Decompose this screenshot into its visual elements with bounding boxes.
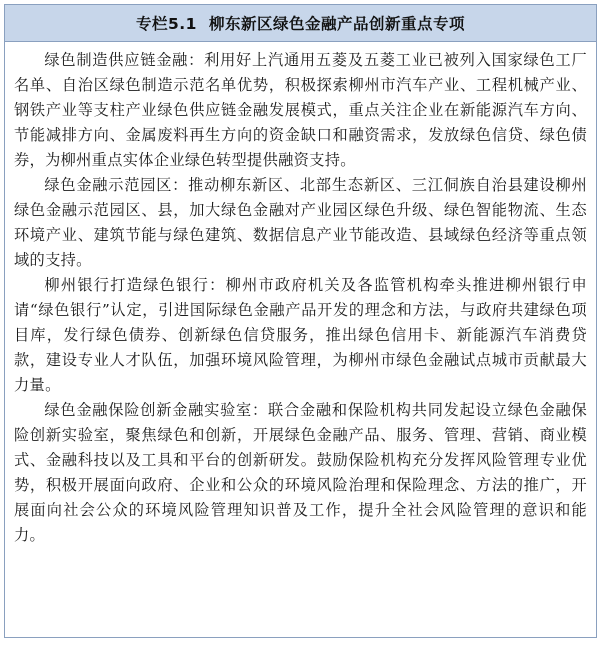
box-body xyxy=(5,42,596,548)
paragraph-insurance-lab: 绿色金融保险创新金融实验室：联合金融和保险机构共同发起设立绿色金融保险创新实验室，聚焦绿色和创新，开展绿色金融产品、服务、管理、营销、商业模式、金融科技以及工具和平台的创新研发。鼓励保险机构充分发挥风险管理专业优势，积极开展面向政府、企业和公众的环境风险治理和保险理念、方法的推广，开展面向社会公众的环境风险管理知识普及工作，提升全社会风险管理的意识和能力。 xyxy=(14,401,587,544)
box-header xyxy=(5,5,596,42)
paragraph-green-bank: 柳州银行打造绿色银行：柳州市政府机关及各监管机构牵头推进柳州银行申请“绿色银行”认定，引进国际绿色金融产品开发的理念和方法，与政府共建绿色项目库，发行绿色债券、创新绿色信贷服务，推出绿色信用卡、新能源汽车消费贷款，建设专业人才队伍，加强环境风险管理，为柳州市绿色金融试点城市贡献最大力量。 xyxy=(14,276,587,394)
box-number: 专栏5.1 xyxy=(136,15,197,33)
paragraph-demo-park: 绿色金融示范园区：推动柳东新区、北部生态新区、三江侗族自治县建设柳州绿色金融示范园区、县，加大绿色金融对产业园区绿色升级、绿色智能物流、生态环境产业、建筑节能与绿色建筑、数据信息产业节能改造、县域绿色经济等重点领域的支持。 xyxy=(14,176,587,269)
feature-box xyxy=(4,4,597,638)
box-title: 柳东新区绿色金融产品创新重点专项 xyxy=(208,15,465,33)
paragraph-green-supply-chain: 绿色制造供应链金融：利用好上汽通用五菱及五菱工业已被列入国家绿色工厂名单、自治区绿色制造示范名单优势，积极探索柳州市汽车产业、工程机械产业、钢铁产业等支柱产业绿色供应链金融发展模式，重点关注企业在新能源汽车方向、节能减排方向、金属废料再生方向的资金缺口和融资需求，发放绿色信贷、绿色债券，为柳州重点实体企业绿色转型提供融资支持。 xyxy=(14,51,587,169)
